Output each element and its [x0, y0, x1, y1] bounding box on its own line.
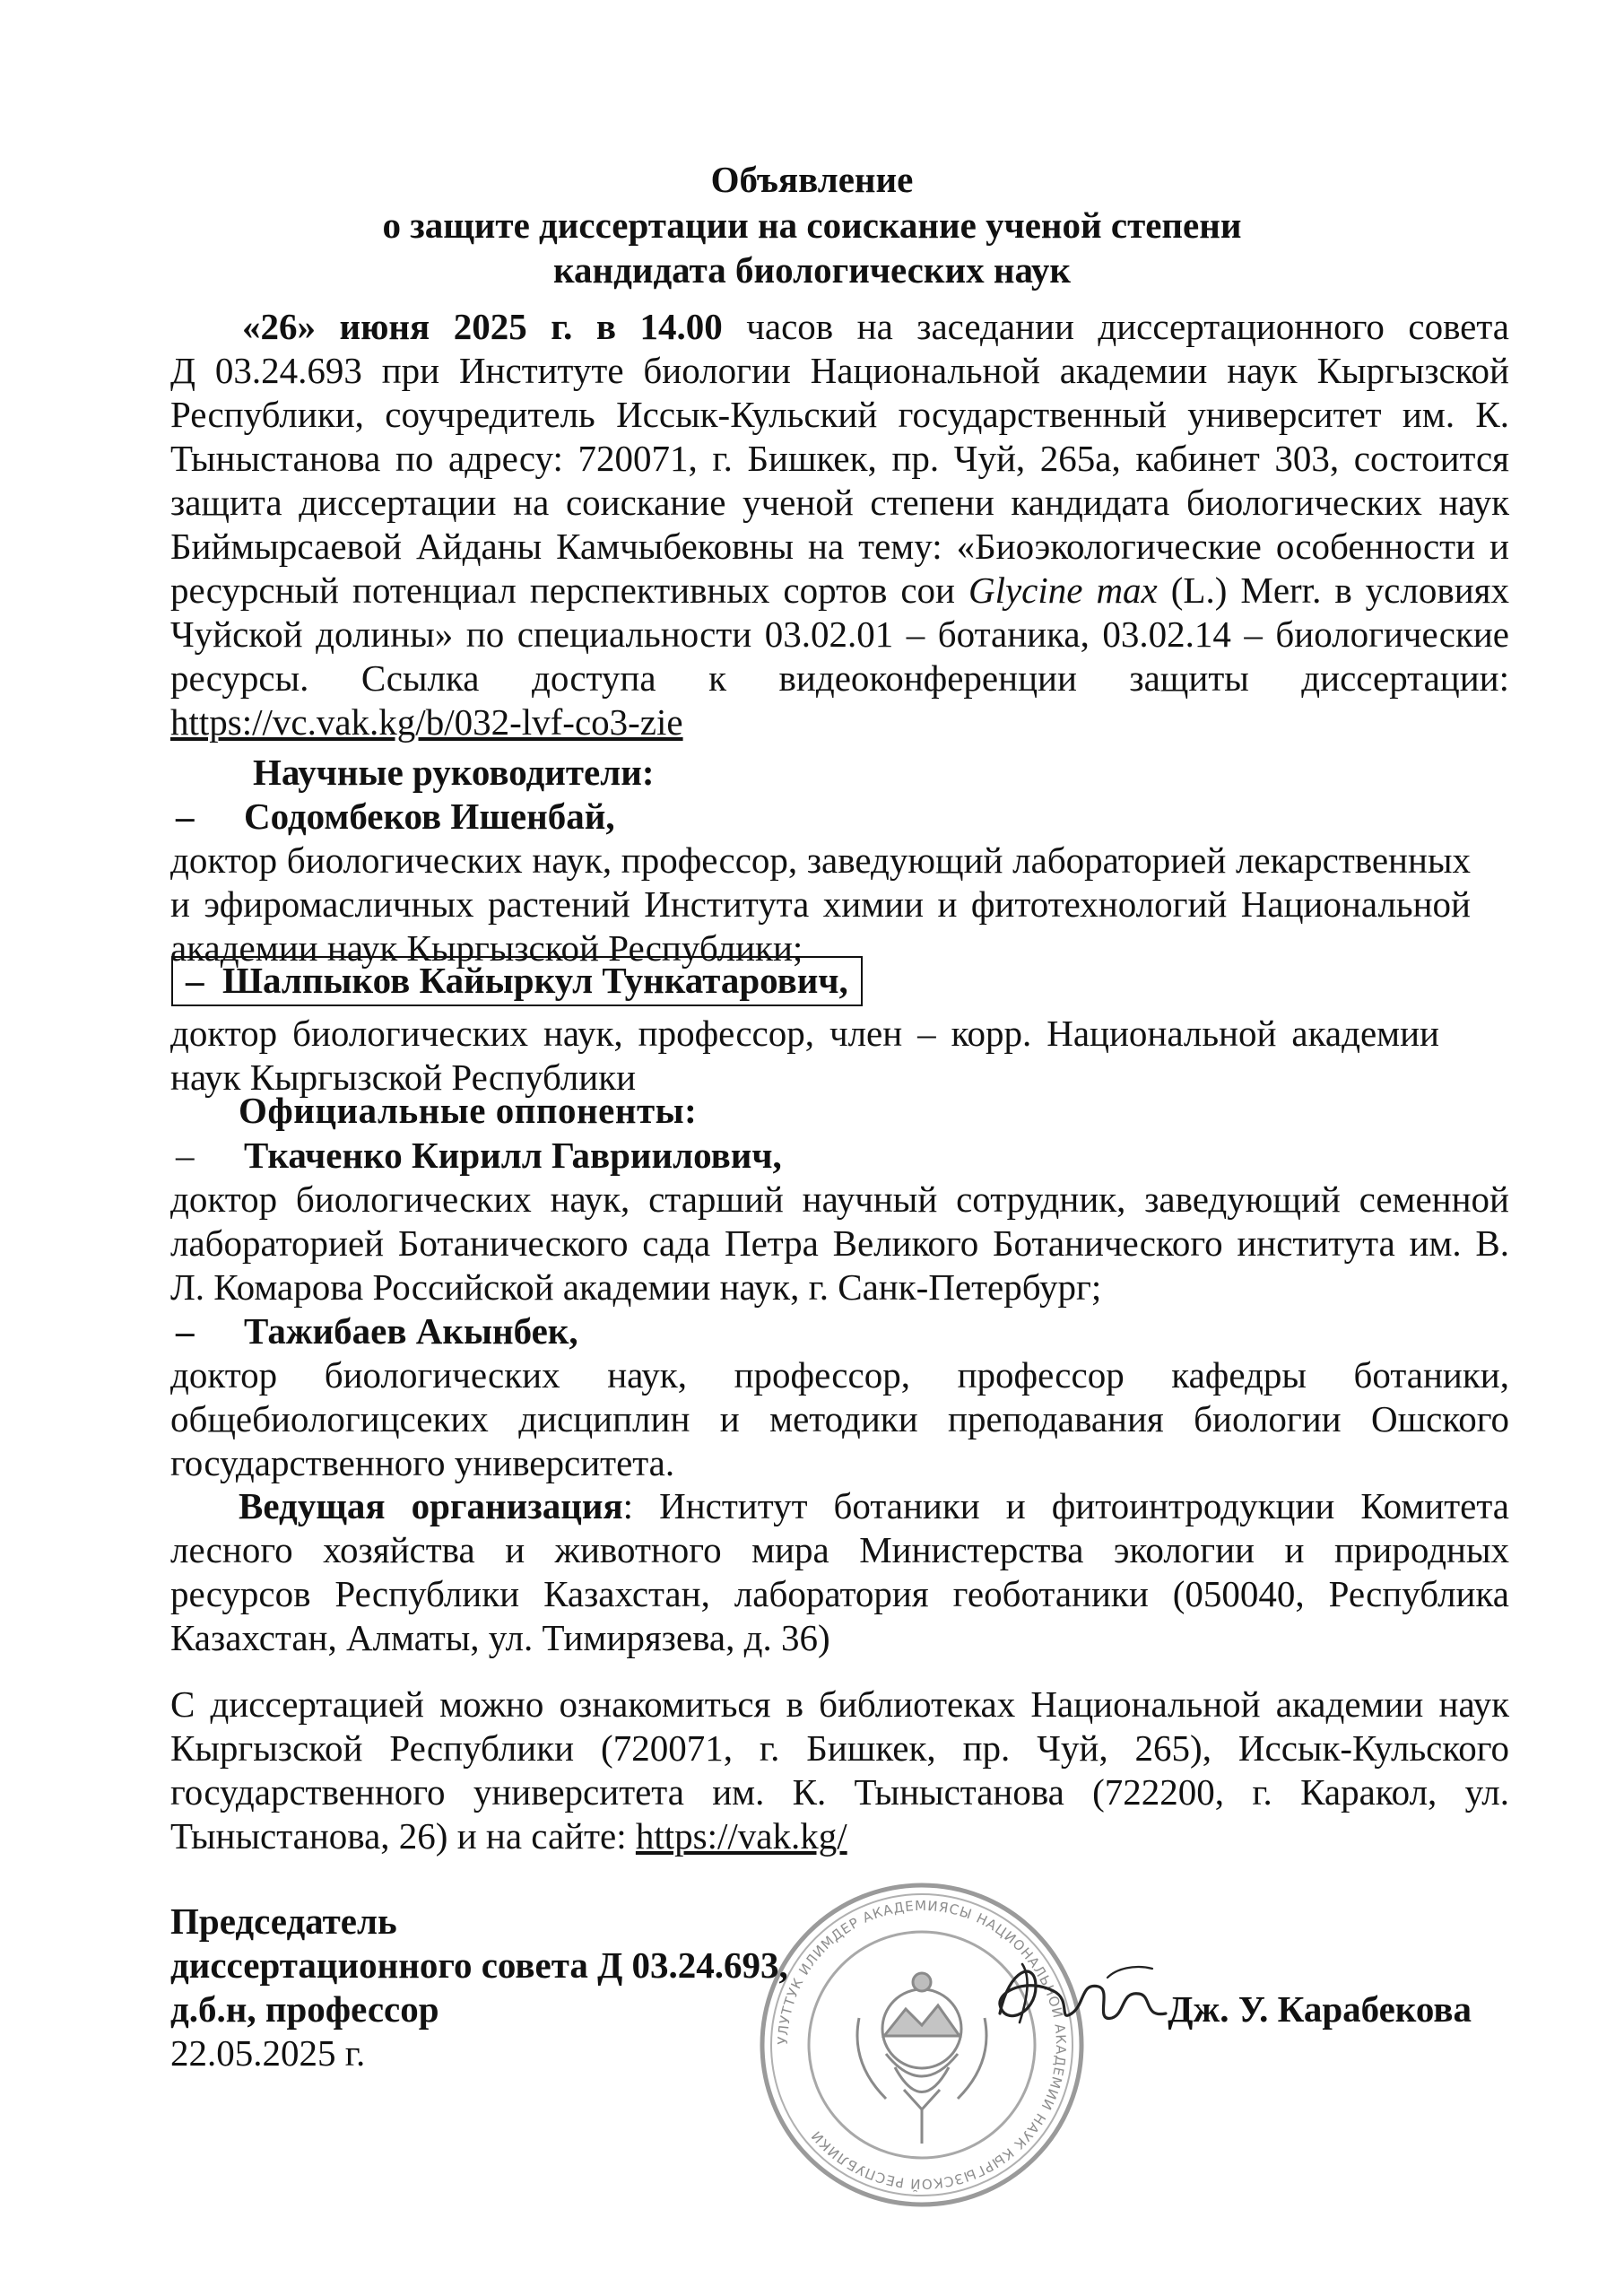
intro-line — [170, 700, 1509, 744]
opponent-1-description: доктор биологических наук, старший научный сотрудник, заведующий семенной лабораторией Ботанического сада Петра Великого Ботанического института им. В. Л. Комарова Российской академии наук, г. Санк-Петербург; — [170, 1178, 1509, 1308]
library-paragraph: С диссертацией можно ознакомиться в библиотеках Национальной академии наук Кыргызской Республики (720071, г. Бишкек, пр. Чуй, 265), Иссык-Кульского государственного университета им. К. Тыныстанова (722200, г. Каракол, ул. Тыныстанова, 26) и на сайте: https://vak.kg/ — [170, 1683, 1509, 1857]
intro-paragraph — [170, 305, 1509, 744]
intro-line: Республики, соучредитель Иссык-Кульский государственный университет им. К. — [170, 394, 1509, 435]
intro-line: ресурсы. Ссылка доступа к видеоконференции защиты диссертации: — [170, 657, 1509, 699]
opponents-heading: Официальные оппоненты: — [239, 1090, 698, 1131]
supervisor-1-description: доктор биологических наук, профессор, заведующий лабораторией лекарственных и эфиромасличных растений Института химии и фитотехнологий Национальной академии наук Кыргызской Республики; — [170, 839, 1471, 969]
supervisor-2-description: доктор биологических наук, профессор, член – корр. Национальной академии наук Кыргызской Республики — [170, 1013, 1439, 1098]
vak-site-link[interactable]: https://vak.kg/ — [635, 1815, 847, 1857]
opponent-2-name: Тажибаев Акынбек, — [244, 1310, 578, 1352]
leading-organization-label: Ведущая организация — [239, 1485, 623, 1526]
intro-line: Тыныстанова по адресу: 720071, г. Бишкек, пр. Чуй, 265а, кабинет 303, состоится — [170, 438, 1509, 479]
handwritten-signature — [973, 1951, 1188, 2049]
council-name: диссертационного совета Д 03.24.693, — [170, 1944, 788, 1986]
intro-line: Чуйской долины» по специальности 03.02.01 – ботаника, 03.02.14 – биологические — [170, 613, 1509, 655]
supervisor-1-name: Содомбеков Ишенбай, — [244, 796, 615, 837]
leading-organization: Ведущая организация: Институт ботаники и фитоинтродукции Комитета лесного хозяйства и животного мира Министерства экологии и природных ресурсов Республики Казахстан, лаборатория геоботаники (050040, Республика Казахстан, Алматы, ул. Тимирязева, д. 36) — [170, 1485, 1509, 1658]
signer-name: Дж. У. Карабекова — [1168, 1988, 1472, 2030]
stamp-text: УЛУТТУК ИЛИМДЕР АКАДЕМИЯСЫ НАЦИОНАЛЬНОЙ АКАДЕМИИ НАУК КЫРГЫЗСКОЙ РЕСПУБЛИКИ — [774, 1897, 1070, 2193]
intro-line: «26» июня 2025 г. в 14.00 часов на заседании диссертационного совета — [242, 306, 1510, 347]
videoconference-link[interactable]: https://vc.vak.kg/b/032-lvf-co3-zie — [170, 701, 683, 743]
signature-date: 22.05.2025 г. — [170, 2032, 366, 2074]
opponent-2-description: доктор биологических наук, профессор, профессор кафедры ботаники, общебиологицсеких дисциплин и методики преподавания биологии Ошского государственного университета. — [170, 1354, 1509, 1483]
intro-line: защита диссертации на соискание ученой степени кандидата биологических наук — [170, 482, 1509, 523]
species-name: Glycine max — [968, 570, 1158, 611]
intro-line: ресурсный потенциал перспективных сортов сои Glycine max (L.) Merr. в условиях — [170, 570, 1509, 611]
chair-title: Председатель — [170, 1900, 397, 1942]
chair-degree: д.б.н, профессор — [170, 1988, 439, 2030]
opponent-2-dash: – — [176, 1310, 195, 1352]
supervisor-2-name-box: – Шалпыков Кайыркул Тункатарович, — [171, 956, 863, 1006]
announcement-title: Объявление — [710, 159, 914, 200]
emblem-icon — [857, 1973, 986, 2144]
opponent-1-dash: – — [176, 1135, 195, 1176]
opponent-1-name: Ткаченко Кирилл Гавриилович, — [244, 1135, 782, 1176]
supervisor-2-name: Шалпыков Кайыркул Тункатарович, — [222, 960, 848, 1001]
intro-line: Биймырсаевой Айданы Камчыбековны на тему: «Биоэкологические особенности и — [170, 526, 1509, 567]
announcement-degree: кандидата биологических наук — [552, 249, 1072, 291]
supervisors-heading: Научные руководители: — [253, 752, 655, 793]
supervisor-1-dash: – — [176, 796, 195, 837]
announcement-subtitle: о защите диссертации на соискание ученой степени — [382, 204, 1242, 246]
intro-line: Д 03.24.693 при Институте биологии Национальной академии наук Кыргызской — [170, 350, 1509, 391]
defense-date: «26» июня 2025 г. в 14.00 — [242, 306, 723, 347]
